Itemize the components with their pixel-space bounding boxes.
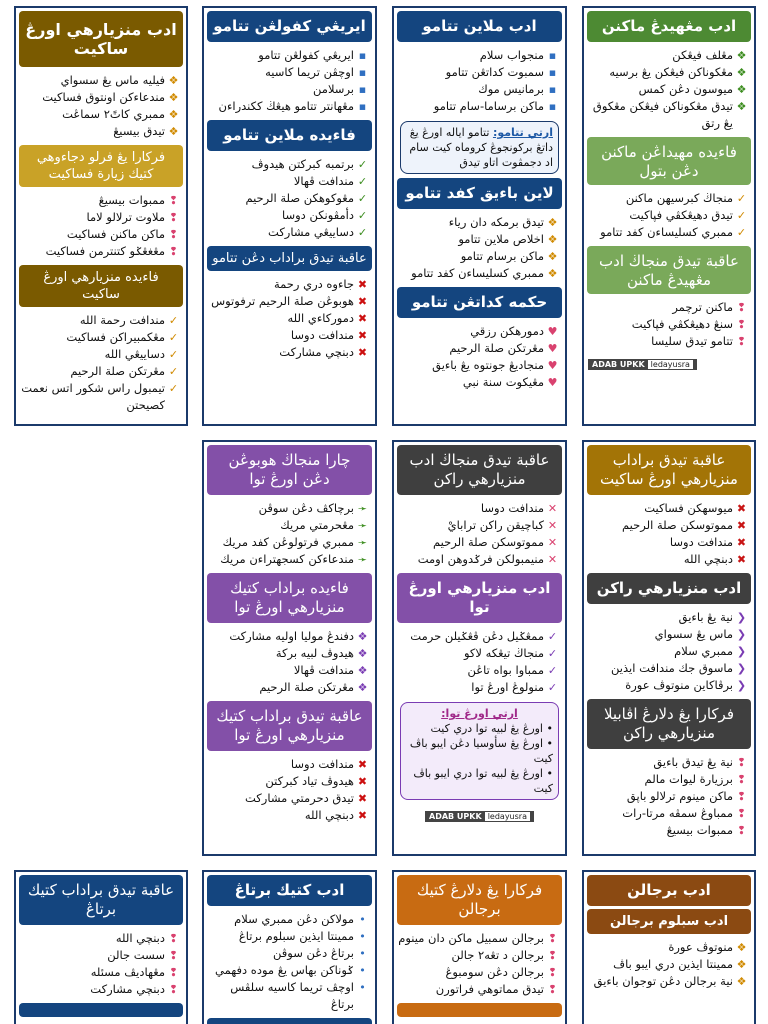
diamond-bullet-icon: ❖ [736,941,747,954]
card-title: ايريڠي كفولڠن تتامو [207,11,372,42]
cross-icon: ✖ [736,519,747,532]
list-item: ✓ منولوڠ اورڠ توا [471,680,558,694]
list-consequences [394,498,565,570]
list-item: ❖ فيليه ماس يڠ سسواي [60,73,179,87]
card-receiving-guest [392,6,567,426]
square-bullet-icon: ▪ [358,49,367,62]
chevron-bullet-icon: ❮ [736,628,747,641]
list-item: ❢ تتامو تيدق سليسا [651,334,747,348]
list-friend-manners [584,607,754,696]
list-item: ✕ كباچيقن راكن ترابايْ [447,518,558,532]
check-icon: ✓ [168,365,179,378]
list-item: ❖ تيدق مڠكوناكن فيڠكن مڠكوق يڠ رتق [592,99,747,130]
list-item: ✖ مندافت دوسا [290,328,368,342]
definition-box [400,702,559,800]
check-icon: ✓ [547,681,558,694]
list-item: ✓ ممڠݢيل دڠن ڤڠݢيلن حرمت [410,629,558,643]
list-item: ❖ ماكن برسام تتامو [460,249,558,263]
check-icon: ✓ [547,630,558,643]
pin-bullet-icon: ❢ [547,949,558,962]
list-asking [204,909,375,1015]
section-heading: عاقبة تيدق براداب دڠن تتامو [207,246,372,271]
list-item: ❖ مڠكوناكن فيڠكن يڠ برسيه [609,65,747,79]
definition-title: ارتي اورڠ توا: [441,707,518,720]
check-icon: ✓ [168,348,179,361]
dot-bullet-icon: • [359,947,366,960]
pin-bullet-icon: ❢ [547,966,558,979]
list-item: ✓ ممبري كسليساءن كفد تتامو [600,225,747,239]
list-item: ✖ دمورکاءي الله [287,311,368,325]
diamond-bullet-icon: ❖ [357,681,368,694]
list-item: ✓ ممباوا بواه تاڠن [467,663,558,677]
section-heading: ادب منزيارهي اورڠ توا [397,573,562,623]
check-icon: ✓ [357,209,368,222]
list-item: ▪ سمبوت كداتڠن تتامو [398,64,559,81]
list-wisdom [394,321,565,393]
list-item: ▪ مڠهانتر تتامو هيڠڬ ككندراءن [208,98,369,115]
diamond-bullet-icon: ❖ [357,630,368,643]
check-icon: ✓ [736,226,747,239]
definition-body: تتامو اياله اورڠ يڠ داتڠ بركونجوڠ كروماه كيت سام اد دجمڤوت اتاو تيدق [409,126,553,169]
card-title: فركارا يڠ دلارڠ كتيك برجالن [397,875,562,925]
pin-bullet-icon: ❢ [168,983,179,996]
list-item: ➛ مندعاءكن كسجهتراءن مريك [220,552,368,566]
list-item: • اوچڤ تريما كاسيه سلڤس برتاڠ [208,979,369,1013]
pin-bullet-icon: ❢ [168,932,179,945]
cross-icon: ✖ [357,278,368,291]
list-consequences [16,928,186,1000]
section-heading: فاءيده ملاين تتامو [207,120,372,151]
list-item: ❮ ماس يڠ سسواي [654,627,747,641]
diamond-bullet-icon: ❖ [168,108,179,121]
section-heading: فاءيده منزيارهي اورڠ ساكيت [19,265,183,307]
check-icon: ✓ [168,331,179,344]
arrow-bullet-icon: ➛ [357,519,368,532]
cross-icon: ✖ [736,553,747,566]
card-elders-relations [202,440,377,856]
list-item: ❢ ماكن مينوم ترلالو باڽق [626,789,747,803]
list-item: ✓ دساييڠي الله [104,347,179,361]
list-item: ✖ تيدق دحرمتي مشاركت [245,791,368,805]
list-item: ✖ دبنچي مشاركت [279,345,368,359]
definition-box [400,121,559,174]
list-item: ❢ دبنچي الله [115,931,179,945]
pin-bullet-icon: ❢ [168,949,179,962]
cross-icon: ✖ [357,312,368,325]
list-item: ❖ اخلاص ملاين تتامو [458,232,558,246]
credit-label: ADAB UPKK ledayusra [588,359,697,370]
heart-icon: ♥ [547,359,558,372]
card-title: عاقبة تيدق براداب منزيارهي اورڠ ساكيت [587,445,751,495]
card-visiting-sick [14,6,188,426]
card-title: ادب برجالن [587,875,751,906]
list-item: ❢ ممبوات بيسيڠ [666,823,747,837]
card-asking-manners [202,870,377,1024]
list-consequences [204,274,375,363]
cross-icon: ✖ [736,536,747,549]
pin-bullet-icon: ❢ [736,824,747,837]
list-item: ❢ برجالن دڠن سومبوڠ [445,965,558,979]
cross-icon: ✖ [357,346,368,359]
list-consequences [584,297,754,352]
arrow-bullet-icon: ➛ [357,553,368,566]
list-avoid [16,190,186,262]
list-item: ✖ دبنچي الله [683,552,747,566]
diamond-bullet-icon: ❖ [547,233,558,246]
cross-icon: ✖ [357,329,368,342]
list-consequences [204,754,375,826]
list-item: ❢ مڠهاديڤ مسئله [90,965,179,979]
list-item: ❢ ماكنن ترچمر [672,300,747,314]
card-title: ادب مڠهيدڠ ماكنن [587,11,751,42]
diamond-bullet-icon: ❖ [736,66,747,79]
list-item: ❖ تيدق بيسيڠ [113,124,179,138]
card-title: ادب كتيك برتاڠ [207,875,372,906]
list-item: ❖ منوتوڤ عورة [668,940,747,954]
list-item: ❖ مندافت ڤهالا [293,663,368,677]
list-item: ✓ دأمڤونكن دوسا [281,208,368,222]
pin-bullet-icon: ❢ [736,756,747,769]
list-item: ✓ تيمبول راس شكور اتس نعمت كصيحتن [21,381,179,412]
list-item: ❖ ممينتا ايذين دري ايبو باڤ [613,957,747,971]
section-heading: لاين باءيق كفد تتامو [397,178,562,209]
dot-bullet-icon: • [359,981,366,994]
list-before-walking [584,937,754,992]
list-item: ♥ مڠيكوت سنة نبي [462,375,558,389]
card-walking-prohibitions [392,870,567,1024]
arrow-bullet-icon: ➛ [357,502,368,515]
list-item: ▪ منجواب سلام [398,47,559,64]
check-icon: ✓ [547,664,558,677]
list-item: ♥ منجاديڠ جونتوه يڠ باءيق [432,358,558,372]
list-item: ✖ هوبوڠن صلة الرحيم ترفوتوس [211,294,368,308]
list-prohibitions [584,752,754,841]
section-heading-partial [19,1003,183,1017]
list-prohibitions [394,928,565,1000]
heart-icon: ♥ [547,376,558,389]
cross-icon: ✖ [357,792,368,805]
card-title: ادب منزيارهي اورڠ ساكيت [19,11,183,67]
list-item: ❖ مندعاءكن اونتوق فساكيت [42,90,179,104]
diamond-bullet-icon: ❖ [547,216,558,229]
list-consequences [584,498,754,570]
pin-bullet-icon: ❢ [547,932,558,945]
list-item: ❖ تيدق برمكه دان رياء [448,215,558,229]
cross-icon: ✕ [547,536,558,549]
cross-icon: ✖ [357,809,368,822]
list-item: ✓ تيدق دهيڠكڤي فڽاكيت [629,208,747,222]
heart-icon: ♥ [547,342,558,355]
definition-title: ارتي تتامو: [492,126,553,139]
diamond-bullet-icon: ❖ [168,125,179,138]
section-heading-partial [207,1018,372,1024]
list-item: ✓ مڠكمبيراكن فساكيت [66,330,179,344]
list-item: ❮ ماسوق جك مندافت ايذين [611,661,747,675]
list-item: ❢ سنڠ دهيڠكڤي فڽاكيت [631,317,747,331]
list-visiting-manners [16,70,186,142]
cross-icon: ✖ [357,295,368,308]
list-item: ✓ منجاڬ تيڠكه لاكو [463,646,558,660]
section-heading: فاءيده براداب كتيك منزيارهي اورڠ توا [207,573,372,623]
section-heading: ادب منزيارهي راكن [587,573,751,604]
cross-icon: ✖ [357,775,368,788]
check-icon: ✓ [736,209,747,222]
list-benefits [584,188,754,243]
list-item: • ممينتا ايذين سبلوم برتاڠ [208,928,369,945]
card-asking-consequences [14,870,188,1024]
cross-icon: ✕ [547,519,558,532]
list-item: ❢ تيدق مماتوهي فراتورن [435,982,558,996]
list-item: ❮ ممبري سلام [674,644,747,658]
list-item: ✓ مندافت ڤهالا [293,174,368,188]
pin-bullet-icon: ❢ [168,966,179,979]
list-item: ✓ مندافت رحمة الله [79,313,179,327]
list-item: ✕ مندافت دوسا [480,501,558,515]
chevron-bullet-icon: ❮ [736,611,747,624]
check-icon: ✓ [168,314,179,327]
diamond-bullet-icon: ❖ [168,91,179,104]
definition-item: • اورڠ يڠ لبيه توا دري ايبو باڤ كيت [413,767,553,795]
credit-bar [584,352,754,372]
list-item: ❖ ميوسون دڠن كمس [638,82,747,96]
list-item: ▪ ايريڠي كفولڠن تتامو [208,47,369,64]
card-escort-guest [202,6,377,426]
cross-icon: ✕ [547,502,558,515]
dot-bullet-icon: • [359,930,366,943]
list-item: ✓ منجاڬ كبرسيهن ماكنن [625,191,747,205]
list-item: ❢ نية يڠ تيدق باءيق [653,755,747,769]
section-heading-partial [397,1003,562,1017]
diamond-bullet-icon: ❖ [736,958,747,971]
section-heading: فركارا يڠ فرلو دجاءوهي كتيك زيارة فساكيت [19,145,183,187]
square-bullet-icon: ▪ [548,83,557,96]
list-item: ❢ ملاوت ترلالو لاما [86,210,179,224]
list-item: ❢ سست جالن [107,948,179,962]
list-elders-manners [394,626,565,698]
list-item: ❖ مڠلف فيڠكن [672,48,747,62]
diamond-bullet-icon: ❖ [357,664,368,677]
list-item: ✖ ميوسهكن فساكيت [644,501,747,515]
list-item: ✓ برتمبه كبركتن هيدوڤ [251,157,368,171]
diamond-bullet-icon: ❖ [547,267,558,280]
list-item: ❢ ماكن ماكنن فساكيت [66,227,179,241]
check-icon: ✓ [547,647,558,660]
card-visiting-elders [392,440,567,856]
list-item: ✓ دساييڠي مشاركت [268,225,368,239]
list-item: • ݢوناكن بهاس يڠ موده دفهمي [208,962,369,979]
diamond-bullet-icon: ❖ [168,74,179,87]
check-icon: ✓ [357,226,368,239]
pin-bullet-icon: ❢ [168,228,179,241]
list-receiving [394,45,565,117]
card-serving-food [582,6,756,426]
pin-bullet-icon: ❢ [736,335,747,348]
check-icon: ✓ [357,175,368,188]
pin-bullet-icon: ❢ [736,790,747,803]
pin-bullet-icon: ❢ [736,318,747,331]
pin-bullet-icon: ❢ [736,773,747,786]
list-item: ❢ برزيارة ليوات مالم [644,772,747,786]
credit-bar [394,804,565,824]
list-serving [584,45,754,134]
list-item: ❮ نية يڠ باءيق [678,610,747,624]
diamond-bullet-icon: ❖ [357,647,368,660]
chevron-bullet-icon: ❮ [736,679,747,692]
pin-bullet-icon: ❢ [168,245,179,258]
list-item: ❢ ممبوات بيسيڠ [98,193,179,207]
dot-bullet-icon: • [359,913,366,926]
diamond-bullet-icon: ❖ [736,83,747,96]
section-heading: ادب سبلوم برجالن [587,909,751,934]
list-item: ❢ برجالن د تڠه٢ جالن [451,948,558,962]
cross-icon: ✖ [736,502,747,515]
list-item: ✖ جاءوه دري رحمة [273,277,368,291]
card-title: چارا منجاڬ هوبوڠن دڠن اورڠ توا [207,445,372,495]
list-item: ❢ مڠغڠݢو كتنترمن فساكيت [45,244,179,258]
section-heading: عاقبة تيدق براداب كتيك منزيارهي اورڠ توا [207,701,372,751]
pin-bullet-icon: ❢ [736,301,747,314]
pin-bullet-icon: ❢ [547,983,558,996]
card-visiting-friends [582,440,756,856]
list-item: ❖ هيدوڤ لبيه بركة [275,646,368,660]
list-item: ✖ مندافت دوسا [669,535,747,549]
list-item: ➛ ممبري فرتولوڠن كفد مريك [222,535,368,549]
card-title: عاقبة تيدق منجاڬ ادب منزيارهي راكن [397,445,562,495]
list-benefits [16,310,186,416]
list-benefits [204,154,375,243]
list-item: ➛ مڠحرمتي مريك [280,518,368,532]
list-item: ▪ برسلامن [208,81,369,98]
heart-icon: ♥ [547,325,558,338]
list-item: ♥ مڠرتكن صلة الرحيم [449,341,558,355]
list-item: ✖ دبنچي الله [304,808,368,822]
section-heading: فاءيده مهيداڠن ماكنن دڠن بتول [587,137,751,185]
chevron-bullet-icon: ❮ [736,662,747,675]
list-item: ❢ برجالن سمبيل ماكن دان مينوم [398,931,558,945]
definition-item: • اورڠ يڠ سأوسيا دڠن ايبو باڤ كيت [409,737,553,765]
definition-item: • اورڠ يڠ لبيه توا دري كيت [430,722,553,735]
pin-bullet-icon: ❢ [168,194,179,207]
pin-bullet-icon: ❢ [168,211,179,224]
check-icon: ✓ [357,158,368,171]
list-item: ✖ هيدوڤ تياد كبركتن [265,774,368,788]
list-item: ✖ مموتوسكن صلة الرحيم [622,518,747,532]
square-bullet-icon: ▪ [548,49,557,62]
list-item: ❮ برڤاكاين منوتوڤ عورة [625,678,747,692]
list-item: ❖ ممبري كسليساءن كفد تتامو [411,266,558,280]
list-item: ❖ نية برجالن دڠن توجوان باءيق [593,974,747,988]
card-title: عاقبة تيدق براداب كتيك برتاڠ [19,875,183,925]
list-treat-well [394,212,565,284]
list-item: ✖ مندافت دوسا [290,757,368,771]
list-item: ▪ برمانيس موك [398,81,559,98]
dot-bullet-icon: • [359,964,366,977]
list-item: ❢ دبنچي مشاركت [90,982,179,996]
section-heading: حكمه كداتڠن تتامو [397,287,562,318]
diamond-bullet-icon: ❖ [547,250,558,263]
list-item: ▪ اوچڤن تريما كاسيه [208,64,369,81]
square-bullet-icon: ▪ [548,100,557,113]
list-item: ✓ مڠوكوهكن صلة الرحيم [245,191,368,205]
diamond-bullet-icon: ❖ [736,975,747,988]
list-benefits [204,626,375,698]
list-item: ➛ برچاكڤ دڠن سوڤن [258,501,368,515]
diamond-bullet-icon: ❖ [736,49,747,62]
cross-icon: ✕ [547,553,558,566]
list-item: ✕ مموتوسكن صلة الرحيم [433,535,558,549]
arrow-bullet-icon: ➛ [357,536,368,549]
square-bullet-icon: ▪ [548,66,557,79]
card-walking-manners [582,870,756,1024]
square-bullet-icon: ▪ [358,66,367,79]
list-item: • برتاڠ دڠن سوڤن [208,945,369,962]
list-escort [204,45,375,117]
card-title: ادب ملاين تتامو [397,11,562,42]
credit-label: ADAB UPKK ledayusra [425,811,534,822]
check-icon: ✓ [168,382,179,395]
check-icon: ✓ [736,192,747,205]
square-bullet-icon: ▪ [358,100,367,113]
cross-icon: ✖ [357,758,368,771]
square-bullet-icon: ▪ [358,83,367,96]
list-item: ♥ دمورهكن رزقي [470,324,558,338]
list-item: ✓ مڠرتكن صلة الرحيم [70,364,179,378]
list-item: ❖ دفندڠ موليا اوليه مشاركت [229,629,368,643]
section-heading: عاقبة تيدق منجاڬ ادب مڠهيدڠ ماكنن [587,246,751,294]
pin-bullet-icon: ❢ [736,807,747,820]
list-item: ▪ ماكن برساما-سام تتامو [398,98,559,115]
section-heading: فركارا يڠ دلارڠ اڤابيلا منزيارهي راكن [587,699,751,749]
list-item: ❖ ممبري كاتً٢ سماڠت [62,107,179,121]
check-icon: ✓ [357,192,368,205]
diamond-bullet-icon: ❖ [736,100,747,113]
list-item: ✕ منيمبولكن فرݢدوهن اومت [417,552,558,566]
list-relations [204,498,375,570]
list-item: ❢ ممباوڠ سمڤه مرتا-رات [622,806,747,820]
chevron-bullet-icon: ❮ [736,645,747,658]
list-item: ❖ مڠرتكن صلة الرحيم [259,680,368,694]
list-item: • مولاكن دڠن ممبري سلام [208,911,369,928]
